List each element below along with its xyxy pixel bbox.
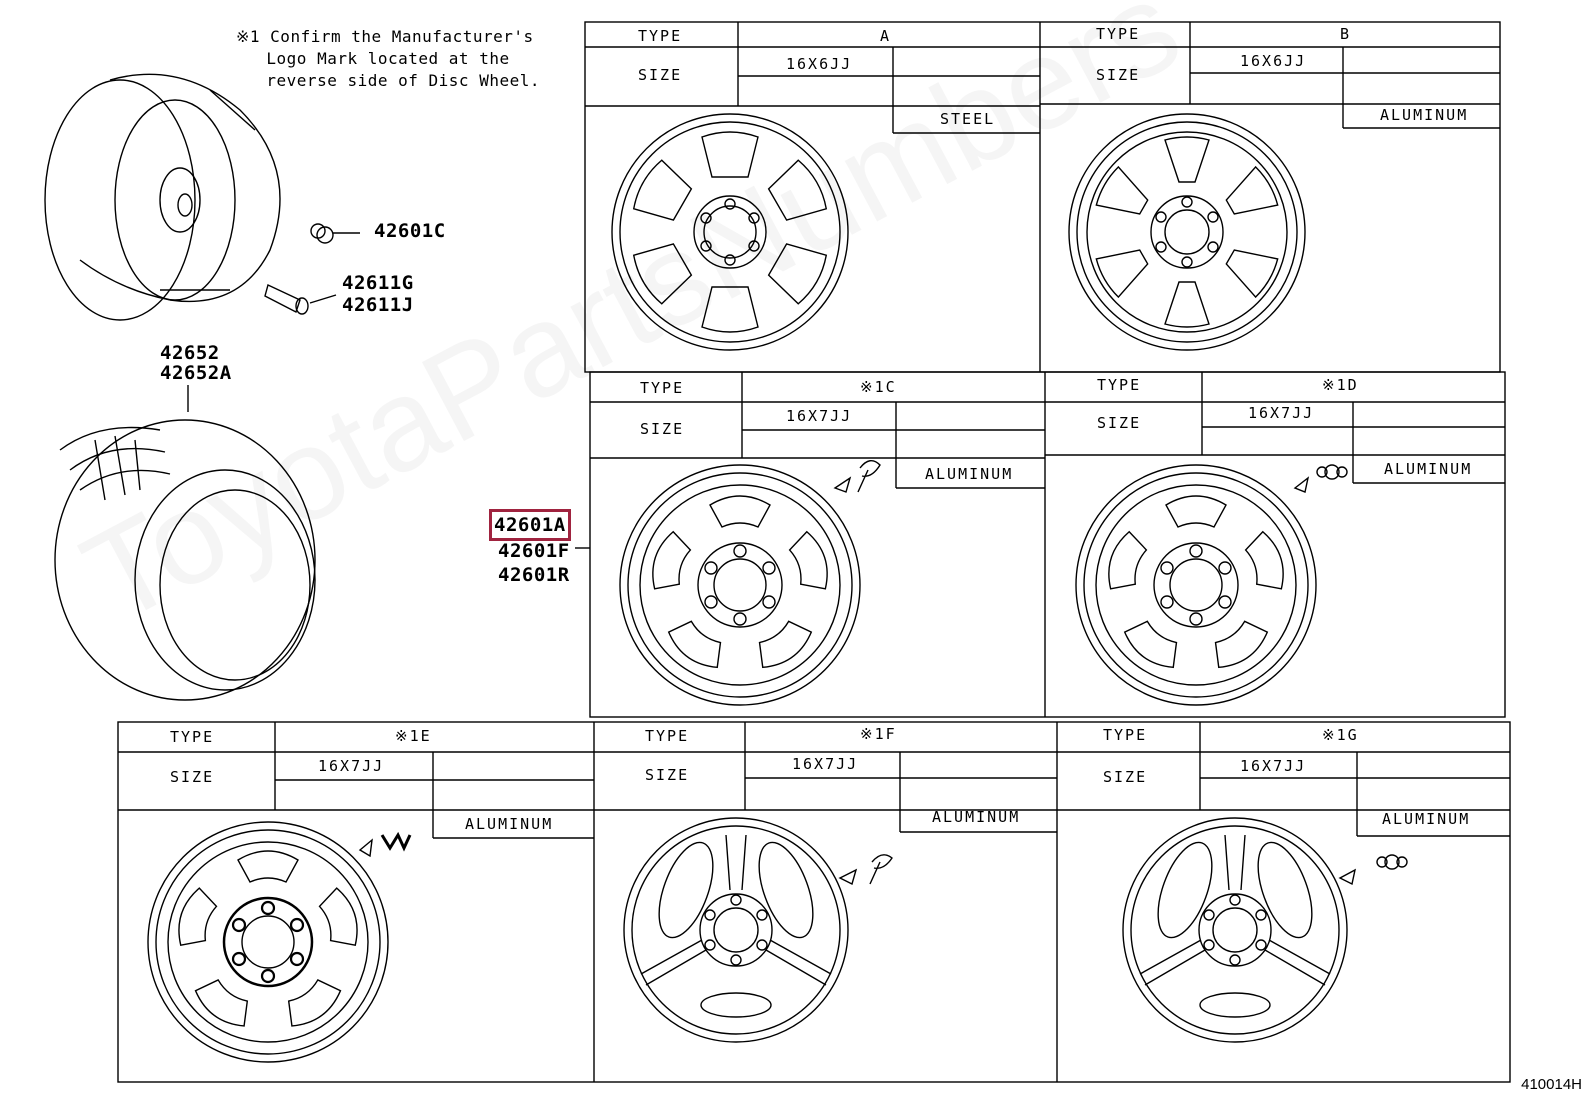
size-label: SIZE: [638, 66, 683, 84]
tire-drawing: [55, 385, 315, 700]
type-label: TYPE: [640, 379, 685, 397]
table-1e-1f-1g-grid: [118, 722, 1510, 1082]
wheel-1d-material: ALUMINUM: [1384, 460, 1473, 478]
type-label: TYPE: [1103, 726, 1148, 744]
wheel-1c-type: ※1C: [860, 378, 897, 396]
size-label: SIZE: [1103, 768, 1148, 786]
size-label: SIZE: [1096, 66, 1141, 84]
logo-mark-1f: [870, 855, 892, 884]
valve-42611-drawing: [265, 285, 336, 314]
wheel-1f-drawing: [624, 818, 848, 1042]
part-number-42652a[interactable]: 42652A: [160, 362, 232, 384]
wheel-1d-size: 16X7JJ: [1248, 404, 1315, 422]
wheel-b-material: ALUMINUM: [1380, 106, 1469, 124]
logo-mark-1d: [1317, 465, 1347, 479]
part-number-42611j[interactable]: 42611J: [342, 294, 414, 316]
wheel-b-drawing: [1069, 114, 1305, 350]
wheel-1d-type: ※1D: [1322, 376, 1359, 394]
wheel-a-type: A: [880, 27, 892, 45]
manufacturer-logo-note: ※1 Confirm the Manufacturer's Logo Mark located at the reverse side of Disc Wheel.: [236, 27, 540, 90]
wheel-a-size: 16X6JJ: [786, 55, 853, 73]
wheel-1g-drawing: [1123, 818, 1347, 1042]
size-label: SIZE: [645, 766, 690, 784]
type-label: TYPE: [170, 728, 215, 746]
wheel-b-size: 16X6JJ: [1240, 52, 1307, 70]
part-number-42601r[interactable]: 42601R: [498, 564, 570, 586]
logo-mark-1e: [382, 835, 410, 848]
logo-arrow-1d: [1295, 478, 1308, 492]
part-number-42601c[interactable]: 42601C: [374, 220, 446, 242]
size-label: SIZE: [1097, 414, 1142, 432]
wheel-1g-size: 16X7JJ: [1240, 757, 1307, 775]
size-label: SIZE: [640, 420, 685, 438]
wheel-1c-material: ALUMINUM: [925, 465, 1014, 483]
part-number-42601a[interactable]: 42601A: [494, 514, 566, 536]
logo-mark-1c: [858, 461, 880, 492]
logo-arrow-1f: [840, 870, 856, 884]
wheel-1e-drawing: [148, 822, 388, 1062]
logo-arrow-1g: [1340, 870, 1355, 884]
wheel-1c-size: 16X7JJ: [786, 407, 853, 425]
diagram-code: 410014H: [1521, 1076, 1582, 1093]
disc-wheel-drawing: [45, 74, 280, 320]
part-number-42611g[interactable]: 42611G: [342, 272, 414, 294]
wheel-a-drawing: [612, 114, 848, 350]
type-label: TYPE: [1097, 376, 1142, 394]
wheel-1f-type: ※1F: [860, 725, 897, 743]
wheel-1g-material: ALUMINUM: [1382, 810, 1471, 828]
size-label: SIZE: [170, 768, 215, 786]
wheel-1e-type: ※1E: [395, 727, 432, 745]
logo-arrow-1e: [360, 840, 372, 856]
type-label: TYPE: [645, 727, 690, 745]
part-number-42601f[interactable]: 42601F: [498, 540, 570, 562]
part-number-42652[interactable]: 42652: [160, 342, 220, 364]
wheel-1e-material: ALUMINUM: [465, 815, 554, 833]
wheel-b-type: B: [1340, 25, 1352, 43]
wheel-1g-type: ※1G: [1322, 726, 1359, 744]
wheel-1e-size: 16X7JJ: [318, 757, 385, 775]
lug-nut-42601c-drawing: [311, 224, 360, 243]
logo-mark-1g: [1377, 855, 1407, 869]
wheel-1c-drawing: [620, 465, 860, 705]
wheel-1d-drawing: [1076, 465, 1316, 705]
wheel-1f-size: 16X7JJ: [792, 755, 859, 773]
wheel-a-material: STEEL: [940, 110, 996, 128]
type-label: TYPE: [638, 27, 683, 45]
type-label: TYPE: [1096, 25, 1141, 43]
logo-arrow-1c: [835, 478, 850, 492]
wheel-1f-material: ALUMINUM: [932, 808, 1021, 826]
